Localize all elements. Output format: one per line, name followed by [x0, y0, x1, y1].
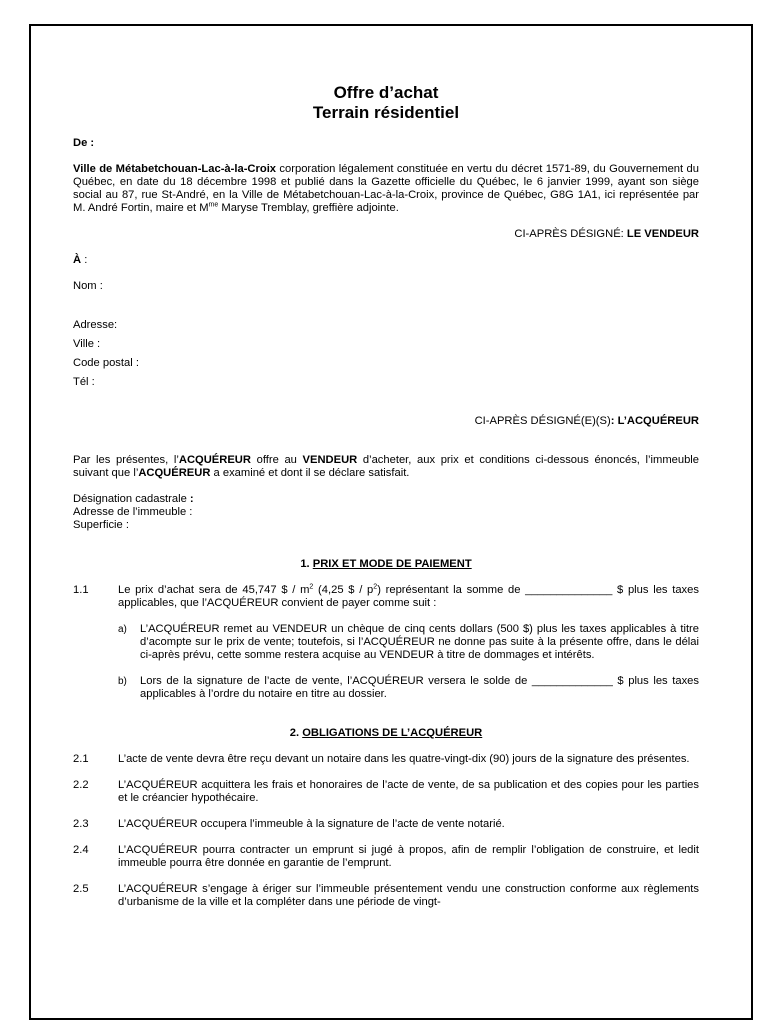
clause-text: L’ACQUÉREUR pourra contracter un emprunt si jugé à propos, afin de remplir l’obligation de construire, et ledit immeuble pourra être donnée en garantie de l’emprunt. [118, 844, 699, 869]
from-label: De : [73, 137, 95, 149]
section-2-number: 2. [289, 727, 303, 739]
clause-2-4 [73, 844, 699, 870]
sub-text: L’ACQUÉREUR remet au VENDEUR un chèque de cinq cents dollars (500 $) plus les taxes applicables à titre d’acompte sur le prix de vente; toutefois, si l’ACQUÉREUR ne donne pas suite à la présente offre, dans le délai ci-après prévu, cette somme restera acquise au VENDEUR à titre de dommages et intérêts. [140, 623, 699, 661]
clause-text: L’ACQUÉREUR s’engage à ériger sur l’immeuble présentement vendu une construction conforme aux règlements d’urbanisme de la ville et la compléter dans une période de vingt- [118, 883, 699, 908]
sub-letter: b) [118, 676, 127, 687]
clause-1-1-a [118, 623, 699, 662]
clause-text: L’ACQUÉREUR occupera l’immeuble à la signature de l’acte de vente notarié. [118, 818, 505, 830]
clause-number: 2.4 [73, 844, 89, 856]
sub-text: Lors de la signature de l’acte de vente, l’ACQUÉREUR versera le solde de _____________ $ plus les taxes applicables à l’ordre du notaire en titre au dossier. [140, 675, 699, 700]
section-1-heading [73, 558, 699, 571]
clause-number: 1.1 [73, 584, 89, 596]
seller-designation [73, 228, 699, 241]
phone-label: Tél : [73, 376, 95, 388]
cadastral-line [73, 493, 699, 506]
seller-superscript: me [208, 201, 219, 209]
property-address-label: Adresse de l’immeuble : [73, 506, 193, 518]
clause-number: 2.3 [73, 818, 89, 830]
seller-name: Ville de Métabetchouan-Lac-à-la-Croix [73, 163, 277, 175]
name-label: Nom : [73, 280, 103, 292]
buyer-designation-value: : L’ACQUÉREUR [610, 415, 699, 427]
intro-seller: VENDEUR [302, 454, 358, 466]
clause-1-1-text-1: Le prix d’achat sera de 45,747 $ / m [118, 584, 310, 596]
clause-1-1-sup-1: 2 [309, 583, 314, 591]
intro-text-3: d’acheter, aux prix et conditions ci-dessous énoncés, l’immeuble suivant que l’ [73, 454, 700, 479]
clause-text [118, 584, 699, 610]
intro-text-4: a examiné et dont il se déclare satisfait. [210, 467, 410, 479]
intro-text-2: offre au [250, 454, 303, 466]
clause-2-1 [73, 753, 699, 766]
document-title: Offre d’achat [333, 83, 439, 102]
address-label: Adresse: [73, 319, 118, 331]
section-1-title: PRIX ET MODE DE PAIEMENT [312, 558, 472, 570]
intro-paragraph [73, 454, 699, 480]
clause-1-1-sup-2: 2 [373, 583, 378, 591]
buyer-designation [73, 415, 699, 428]
intro-buyer-1: ACQUÉREUR [178, 454, 251, 466]
document-content [73, 83, 699, 909]
clause-number: 2.5 [73, 883, 89, 895]
intro-text-1: Par les présentes, l’ [73, 454, 179, 466]
postal-code-label: Code postal : [73, 357, 139, 369]
clause-text: L’acte de vente devra être reçu devant un notaire dans les quatre-vingt-dix (90) jours de la signature des présentes. [118, 753, 690, 765]
seller-designation-value: LE VENDEUR [626, 228, 699, 240]
document-page [29, 24, 753, 1020]
clause-number: 2.1 [73, 753, 89, 765]
to-line [73, 254, 699, 267]
clause-1-1-text-3: ) représentant la somme de ______________ $ plus les taxes applicables, que l’ACQUÉREUR convient de payer comme suit : [118, 584, 699, 609]
document-subtitle: Terrain résidentiel [312, 103, 460, 122]
city-label: Ville : [73, 338, 101, 350]
clause-text: L’ACQUÉREUR acquittera les frais et honoraires de l’acte de vente, de sa publication et des copies pour les parties et le créancier hypothécaire. [118, 779, 699, 804]
clause-2-5 [73, 883, 699, 909]
section-2-heading [73, 727, 699, 740]
section-2-title: OBLIGATIONS DE L’ACQUÉREUR [302, 727, 483, 739]
clause-2-2 [73, 779, 699, 805]
seller-description-end: Maryse Tremblay, greffière adjointe. [218, 202, 399, 214]
seller-designation-prefix: CI-APRÈS DÉSIGNÉ: [514, 228, 627, 240]
seller-paragraph [73, 163, 699, 215]
intro-buyer-2: ACQUÉREUR [138, 467, 211, 479]
to-label: À [73, 254, 82, 266]
cadastral-colon: : [186, 493, 194, 505]
section-1-number: 1. [300, 558, 313, 570]
area-label: Superficie : [73, 519, 129, 531]
clause-number: 2.2 [73, 779, 89, 791]
buyer-designation-prefix: CI-APRÈS DÉSIGNÉ(E)(S) [474, 415, 611, 427]
clause-1-1 [73, 584, 699, 610]
sub-letter: a) [118, 624, 127, 635]
cadastral-label: Désignation cadastrale [73, 493, 187, 505]
to-colon: : [81, 254, 88, 266]
clause-1-1-text-2: (4,25 $ / p [313, 584, 374, 596]
seller-description: corporation légalement constituée en vertu du décret 1571-89, du Gouvernement du Québec, en date du 18 décembre 1998 et publié dans la Gazette officielle du Québec, le 6 janvier 1999, ayant son siège social au 87, rue St-André, en la Ville de Métabetchouan-Lac-à-la-Croix, province de Québec, G8G 1A1, ici représentée par M. André Fortin, maire et M [73, 163, 699, 214]
clause-2-3 [73, 818, 699, 831]
clause-1-1-b [118, 675, 699, 701]
